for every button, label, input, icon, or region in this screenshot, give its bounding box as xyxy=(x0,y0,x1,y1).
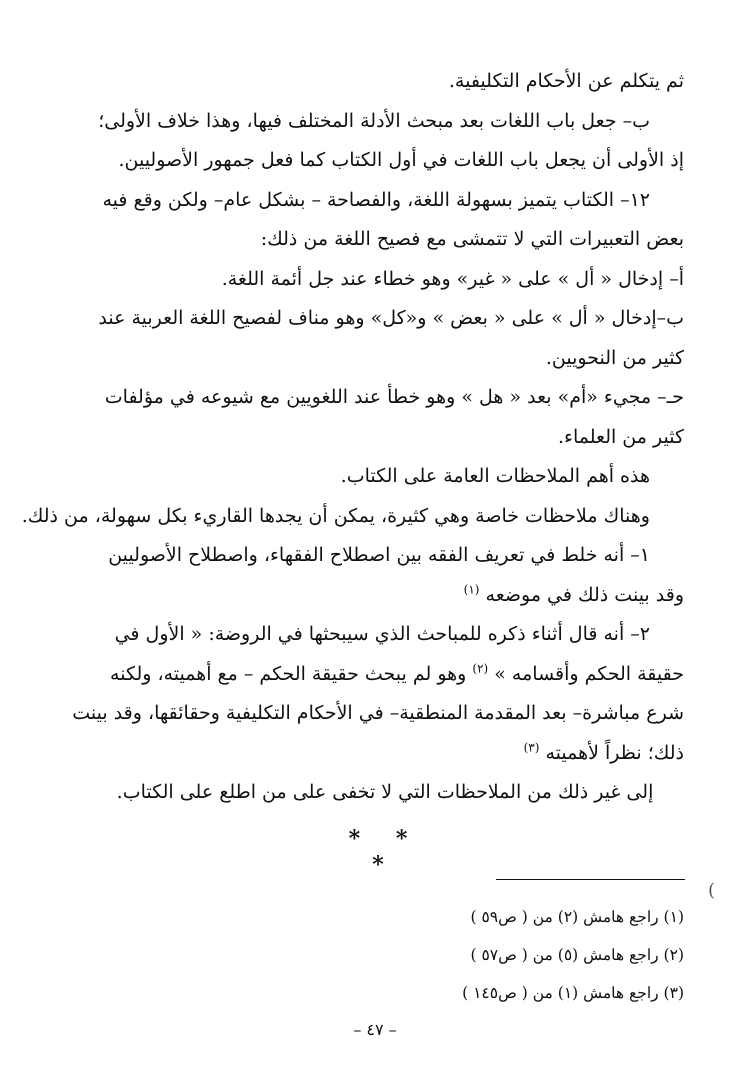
line-text: ذلك؛ نظراً لأهميته xyxy=(545,741,684,764)
text-line: ب– جعل باب اللغات بعد مبحث الأدلة المختلف فيها، وهذا خلاف الأولى؛ xyxy=(98,109,650,132)
footnotes xyxy=(300,898,684,1012)
text-line: حـ– مجيء «أم» بعد « هل » وهو خطأ عند اللغويين مع شيوعه في مؤلفات xyxy=(104,386,684,408)
footnote-divider xyxy=(496,879,685,880)
footnote-item: (٣) راجع هامش (١) من ( ص١٤٥ ) xyxy=(462,984,684,1002)
footnote-ref: (١) xyxy=(463,582,480,597)
margin-mark: ( xyxy=(708,880,716,901)
text-line: وهناك ملاحظات خاصة وهي كثيرة، يمكن أن يجدها القاريء بكل سهولة، من ذلك. xyxy=(21,504,650,527)
text-line xyxy=(86,655,684,695)
footnote-item: (١) راجع هامش (٢) من ( ص٥٩ ) xyxy=(470,908,684,926)
footnote-item: (٢) راجع هامش (٥) من ( ص٥٧ ) xyxy=(470,946,684,964)
text-line: ١– أنه خلط في تعريف الفقه بين اصطلاح الفقهاء، واصطلاح الأصوليين xyxy=(108,544,650,566)
line-text: حقيقة الحكم وأقسامه » xyxy=(494,662,684,685)
footnote-ref: (٢) xyxy=(472,661,489,676)
text-line: شرع مباشرة– بعد المقدمة المنطقية– في الأحكام التكليفية وحقائقها، وقد بينت xyxy=(72,702,684,724)
text-line: كثير من النحويين. xyxy=(545,346,684,369)
text-line xyxy=(86,734,684,774)
main-text xyxy=(21,62,684,813)
text-line: ب–إدخال « أل » على « بعض » و«كل» وهو مناف لفصيح اللغة العربية عند xyxy=(98,307,684,329)
text-line: كثير من العلماء. xyxy=(558,425,684,448)
text-line: هذه أهم الملاحظات العامة على الكتاب. xyxy=(340,465,650,487)
text-line: ٢– أنه قال أثناء ذكره للمباحث الذي سيبحثها في الروضة: « الأول في xyxy=(114,623,650,645)
text-line: ثم يتكلم عن الأحكام التكليفية. xyxy=(448,70,684,92)
page-number: – ٤٧ – xyxy=(353,1020,397,1039)
text-line: إذ الأولى أن يجعل باب اللغات في أول الكتاب كما فعل جمهور الأصوليين. xyxy=(118,149,684,171)
text-line-closing: إلى غير ذلك من الملاحظات التي لا تخفى على من اطلع على الكتاب. xyxy=(116,781,654,803)
text-line xyxy=(86,576,684,616)
footnote-ref: (٣) xyxy=(523,740,540,755)
text-line: ١٢– الكتاب يتميز بسهولة اللغة، والفصاحة – بشكل عام– ولكن وقع فيه xyxy=(102,188,650,211)
line-text-tail: وهو لم يبحث حقيقة الحكم – مع أهميته، ولكنه xyxy=(110,662,467,685)
section-separator: * * * xyxy=(348,826,422,878)
line-text: وقد بينت ذلك في موضعه xyxy=(485,583,684,606)
text-line: أ– إدخال « أل » على « غير» وهو خطاء عند جل أئمة اللغة. xyxy=(221,267,684,290)
text-line: بعض التعبيرات التي لا تتمشى مع فصيح اللغة من ذلك: xyxy=(260,228,684,250)
